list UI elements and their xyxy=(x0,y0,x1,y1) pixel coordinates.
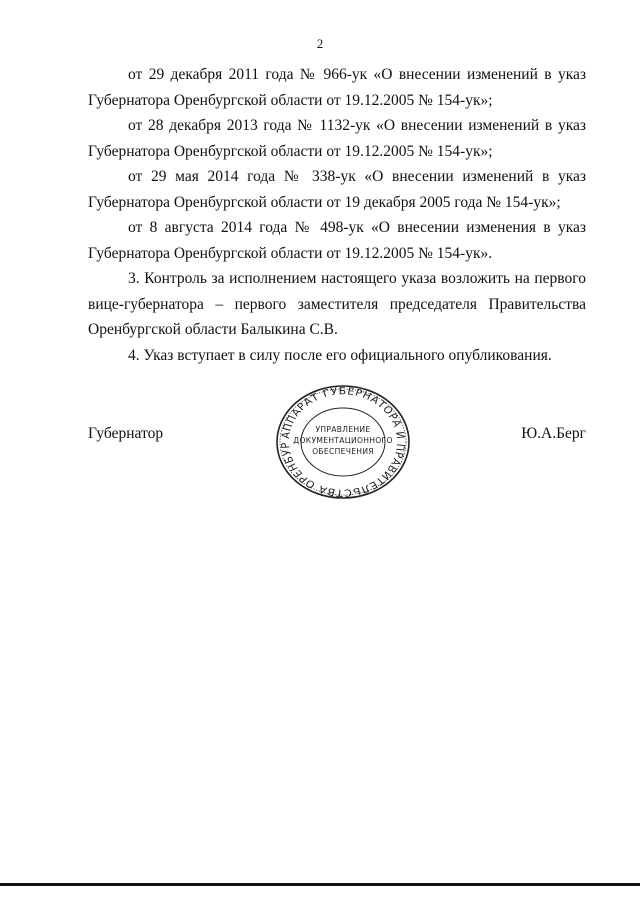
paragraph-amendment-may-2014: от 29 мая 2014 года № 338-ук «О внесении изменений в указ Губернатора Оренбургской области от 19 декабря 2005 года № 154-ук»; xyxy=(88,168,586,211)
official-seal xyxy=(273,383,413,501)
page-number: 2 xyxy=(316,36,324,51)
signatory-name: Ю.А.Берг xyxy=(521,425,586,442)
signatory-title: Губернатор xyxy=(88,425,164,442)
seal-center-line-1: УПРАВЛЕНИЕ xyxy=(315,425,371,434)
paragraph-amendment-aug-2014: от 8 августа 2014 года № 498-ук «О внесении изменения в указ Губернатора Оренбургской области от 19.12.2005 № 154-ук». xyxy=(88,219,586,262)
paragraph-effective-clause: 4. Указ вступает в силу после его официального опубликования. xyxy=(128,346,552,364)
document-body xyxy=(88,62,586,368)
paragraph-amendment-2011: от 29 декабря 2011 года № 966-ук «О внесении изменений в указ Губернатора Оренбургской области от 19.12.2005 № 154-ук»; xyxy=(88,66,586,109)
bottom-rule xyxy=(0,883,640,886)
seal-graphic xyxy=(273,383,413,501)
seal-center-line-3: ОБЕСПЕЧЕНИЯ xyxy=(312,447,374,456)
seal-center-line-2: ДОКУМЕНТАЦИОННОГО xyxy=(293,436,393,445)
paragraph-control-clause: 3. Контроль за исполнением настоящего указа возложить на первого вице-губернатора – первого заместителя председателя Правительства Оренбургской области Балыкина С.В. xyxy=(88,270,586,338)
paragraph-amendment-2013: от 28 декабря 2013 года № 1132-ук «О внесении изменений в указ Губернатора Оренбургской области от 19.12.2005 № 154-ук»; xyxy=(88,117,586,160)
seal-ring-text: АППАРАТ ГУБЕРНАТОРА И ПРАВИТЕЛЬСТВА ОРЕНБУР xyxy=(279,385,407,499)
